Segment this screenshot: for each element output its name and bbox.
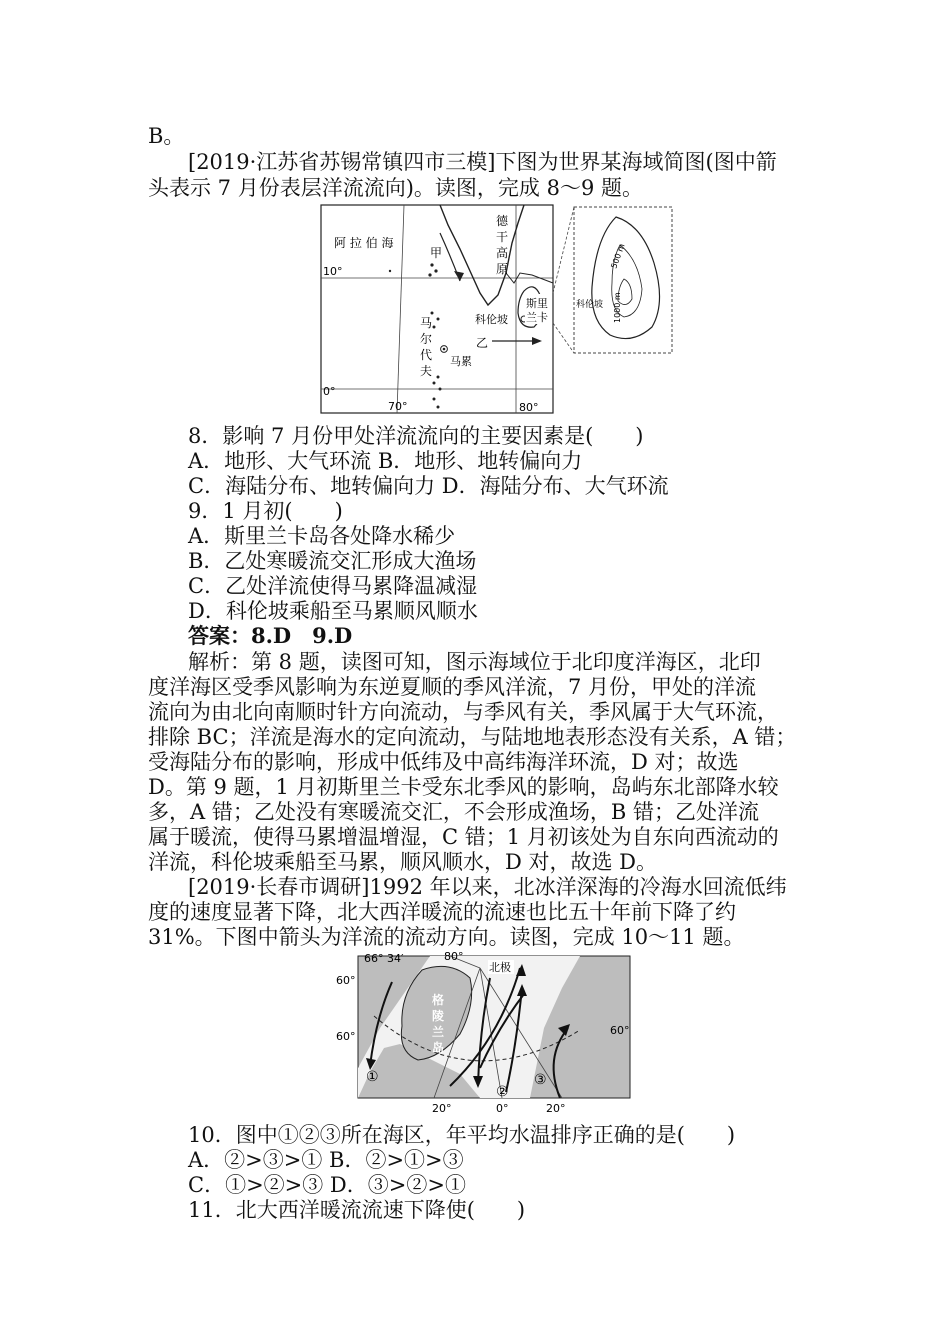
svg-text:60°: 60° <box>336 974 356 987</box>
explanation-line: 度洋海区受季风影响为东逆夏顺的季风洋流，7 月份，甲处的洋流 <box>148 675 757 699</box>
explanation-line: 多，A 错；乙处没有寒暖流交汇，不会形成渔场，B 错；乙处洋流 <box>148 800 759 824</box>
option: C．海陆分布、地转偏向力 D．海陆分布、大气环流 <box>188 474 669 498</box>
label-yi: 乙 <box>476 336 489 350</box>
svg-text:80°: 80° <box>444 950 464 963</box>
text-line: 度的速度显著下降，北大西洋暖流的流速也比五十年前下降了约 <box>148 900 736 924</box>
svg-text:60°: 60° <box>336 1030 356 1043</box>
svg-text:10°: 10° <box>323 265 343 278</box>
label-north-pole: 北极 <box>489 961 511 974</box>
svg-text:0°: 0° <box>496 1102 509 1114</box>
explanation-line: 洋流，科伦坡乘船至马累，顺风顺水，D 对，故选 D。 <box>148 850 658 874</box>
explanation-line: 受海陆分布的影响，形成中低纬及中高纬海洋环流，D 对；故选 <box>148 750 739 774</box>
svg-text:0°: 0° <box>323 385 336 398</box>
answer: 答案：8.D 9.D <box>188 623 353 648</box>
svg-text:66° 34′: 66° 34′ <box>364 952 404 965</box>
text-line: 31%。下图中箭头为洋流的流动方向。读图，完成 10～11 题。 <box>148 925 745 949</box>
svg-text:干: 干 <box>496 230 509 244</box>
marker-3: ③ <box>534 1072 547 1088</box>
svg-text:70°: 70° <box>388 400 408 413</box>
option: C．①>②>③ D．③>②>① <box>188 1173 466 1197</box>
option: D．科伦坡乘船至马累顺风顺水 <box>188 599 478 623</box>
option: B．乙处寒暖流交汇形成大渔场 <box>188 549 477 573</box>
svg-text:陵: 陵 <box>432 1009 445 1023</box>
question-10: 10．图中①②③所在海区，年平均水温排序正确的是( ) <box>188 1123 736 1147</box>
question-9: 9．1 月初( ) <box>188 499 343 523</box>
label-jia: 甲 <box>430 246 443 260</box>
map-north-atlantic <box>330 948 640 1114</box>
explanation-line: 解析：第 8 题，读图可知，图示海域位于北印度洋海区，北印 <box>188 650 761 674</box>
map-north-indian-ocean <box>320 203 675 415</box>
option: A．斯里兰卡岛各处降水稀少 <box>188 524 456 548</box>
option: A．②>③>① B．②>①>③ <box>188 1148 464 1172</box>
label-colombo: 科伦坡 <box>475 313 508 326</box>
label-male: 马累 <box>450 355 472 368</box>
option: C．乙处洋流使得马累降温减湿 <box>188 574 478 598</box>
marker-1: ① <box>366 1069 379 1085</box>
svg-text:1000 m: 1000 m <box>613 292 622 323</box>
explanation-line: 排除 BC；洋流是海水的定向流动，与陆地地表形态没有关系，A 错； <box>148 725 797 749</box>
svg-text:夫: 夫 <box>420 364 433 378</box>
svg-text:高: 高 <box>496 246 509 260</box>
svg-text:500 m: 500 m <box>609 242 627 270</box>
text-line: B。 <box>148 124 185 148</box>
label-arabian-sea: 阿 拉 伯 海 <box>334 236 394 250</box>
svg-text:斯里: 斯里 <box>526 297 548 310</box>
svg-text:80°: 80° <box>519 401 539 414</box>
marker-2: ② <box>496 1084 509 1100</box>
svg-text:代: 代 <box>420 348 433 362</box>
text-line: [2019·江苏省苏锡常镇四市三模]下图为世界某海域简图(图中箭 <box>188 150 777 174</box>
svg-text:60°: 60° <box>610 1024 630 1037</box>
svg-text:兰卡: 兰卡 <box>526 311 548 324</box>
svg-text:兰: 兰 <box>432 1025 445 1039</box>
question-11: 11．北大西洋暖流流速下降使( ) <box>188 1198 526 1222</box>
text-line: [2019·长春市调研]1992 年以来，北冰洋深海的冷海水回流低纬 <box>188 875 787 899</box>
svg-text:德: 德 <box>496 214 509 228</box>
svg-text:马: 马 <box>420 316 433 330</box>
svg-text:原: 原 <box>496 262 509 276</box>
text-line: 头表示 7 月份表层洋流流向)。读图，完成 8～9 题。 <box>148 176 643 200</box>
explanation-line: D。第 9 题，1 月初斯里兰卡受东北季风的影响，岛屿东北部降水较 <box>148 775 779 799</box>
option: A．地形、大气环流 B．地形、地转偏向力 <box>188 449 583 473</box>
svg-text:20°: 20° <box>546 1102 566 1114</box>
svg-text:20°: 20° <box>432 1102 452 1114</box>
explanation-line: 属于暖流，使得马累增温增湿，C 错；1 月初该处为自东向西流动的 <box>148 825 779 849</box>
explanation-line: 流向为由北向南顺时针方向流动，与季风有关，季风属于大气环流， <box>148 700 778 724</box>
question-8: 8．影响 7 月份甲处洋流流向的主要因素是( ) <box>188 424 644 448</box>
svg-text:岛: 岛 <box>432 1041 445 1055</box>
svg-text:格: 格 <box>432 993 445 1007</box>
svg-text:科伦坡: 科伦坡 <box>576 300 604 310</box>
svg-text:尔: 尔 <box>420 332 433 346</box>
